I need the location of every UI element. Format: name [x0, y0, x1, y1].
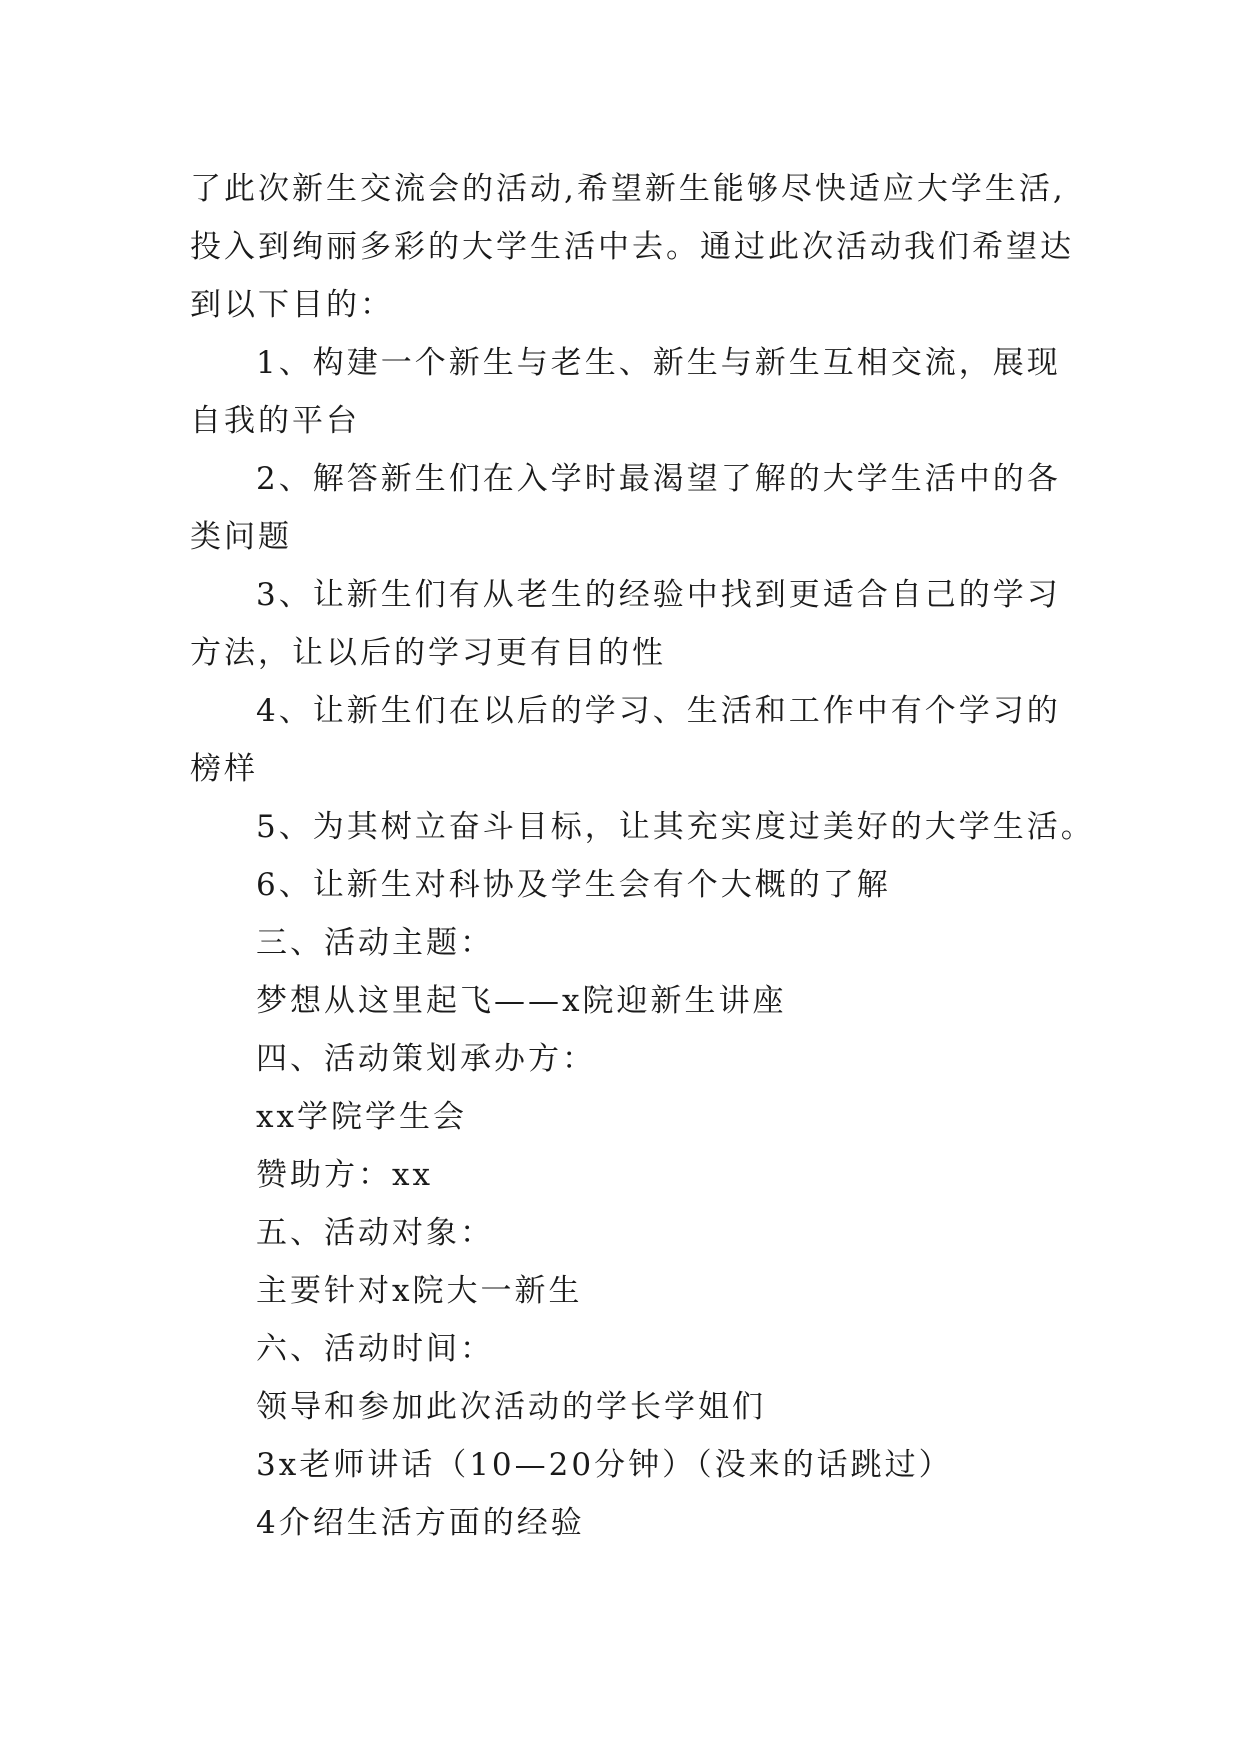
section-heading-audience: 五、活动对象： — [256, 1215, 494, 1251]
section-heading-theme: 三、活动主题： — [256, 925, 494, 961]
paragraph-line: 投入到绚丽多彩的大学生活中去。通过此次活动我们希望达 — [190, 229, 1074, 265]
paragraph-line: 了此次新生交流会的活动,希望新生能够尽快适应大学生活, — [190, 171, 1066, 207]
section-heading-time: 六、活动时间： — [256, 1331, 494, 1367]
list-item-6: 6、让新生对科协及学生会有个大概的了解 — [256, 867, 891, 903]
section-audience-content: 主要针对x院大一新生 — [256, 1273, 583, 1309]
section-organizer-content: xx学院学生会 — [256, 1099, 467, 1135]
paragraph-line: 到以下目的： — [190, 287, 394, 323]
list-item-3: 3、让新生们有从老生的经验中找到更适合自己的学习 — [256, 577, 1061, 613]
section-theme-content: 梦想从这里起飞——x院迎新生讲座 — [256, 983, 787, 1019]
section-time-line-3: 4介绍生活方面的经验 — [256, 1505, 585, 1541]
section-time-line-2: 3x老师讲话（10—20分钟）（没来的话跳过） — [256, 1447, 953, 1483]
section-heading-organizer: 四、活动策划承办方： — [256, 1041, 596, 1077]
list-item-2-continuation: 类问题 — [190, 519, 292, 555]
list-item-1-continuation: 自我的平台 — [190, 403, 360, 439]
list-item-1: 1、构建一个新生与老生、新生与新生互相交流，展现 — [256, 345, 1061, 381]
list-item-4: 4、让新生们在以后的学习、生活和工作中有个学习的 — [256, 693, 1061, 729]
list-item-4-continuation: 榜样 — [190, 751, 258, 787]
list-item-2: 2、解答新生们在入学时最渴望了解的大学生活中的各 — [256, 461, 1061, 497]
list-item-5: 5、为其树立奋斗目标，让其充实度过美好的大学生活。 — [256, 809, 1095, 845]
section-sponsor: 赞助方：xx — [256, 1157, 433, 1193]
document-body — [190, 160, 1095, 1552]
section-time-line-1: 领导和参加此次活动的学长学姐们 — [256, 1389, 766, 1425]
list-item-3-continuation: 方法，让以后的学习更有目的性 — [190, 635, 666, 671]
